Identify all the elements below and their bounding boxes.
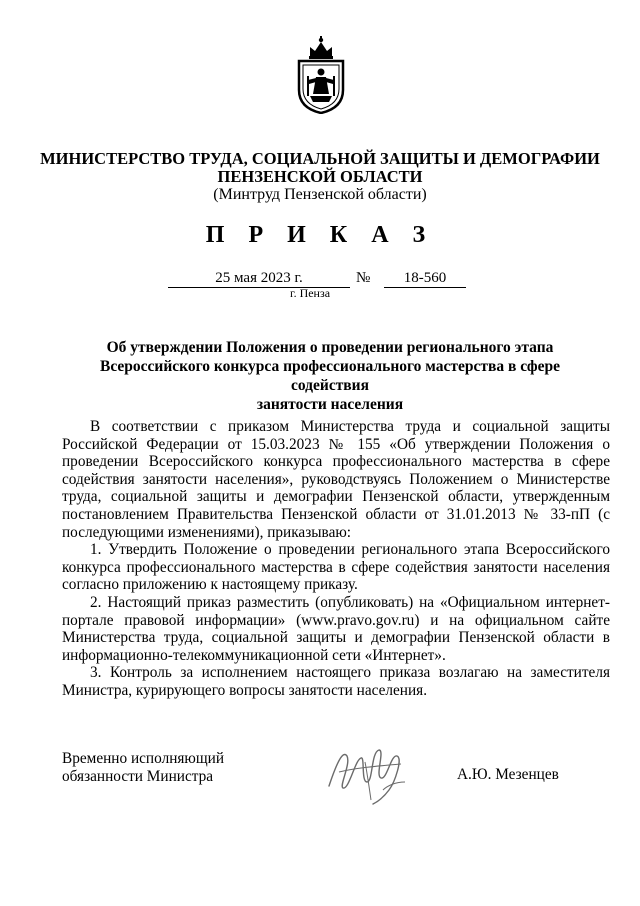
order-number: 18-560 <box>384 270 466 288</box>
signatory-position-line: обязанности Министра <box>62 767 214 785</box>
order-item-3: 3. Контроль за исполнением настоящего приказа возлагаю на заместителя Министра, курирующего вопросы занятости населения. <box>62 664 610 699</box>
order-item-1: 1. Утвердить Положение о проведении регионального этапа Всероссийского конкурса профессионального мастерства в сфере содействия занятости населения согласно приложению к настоящему приказу. <box>62 541 610 594</box>
ministry-short-name: (Минтруд Пензенской области) <box>213 186 427 203</box>
order-body <box>62 418 610 700</box>
order-date: 25 мая 2023 г. <box>168 270 350 288</box>
signatory-position <box>62 750 224 785</box>
signatory-position-line: Временно исполняющий <box>62 750 224 767</box>
handwritten-signature <box>325 742 415 808</box>
signatory-name: А.Ю. Мезенцев <box>457 766 559 783</box>
subject-line: занятости населения <box>256 396 404 413</box>
subject-line: Всероссийского конкурса профессионального мастерства в сфере содействия <box>99 358 560 394</box>
document-title: П Р И К А З <box>205 222 435 248</box>
order-item-2: 2. Настоящий приказ разместить (опубликовать) на «Официальном интернет-портале правовой информации» (www.pravo.gov.ru) и на официальном сайте Министерства труда, социальной защиты и демографии Пензенской области в информационно-телекоммуникационной сети «Интернет». <box>62 593 610 664</box>
ministry-name-line1: МИНИСТЕРСТВО ТРУДА, СОЦИАЛЬНОЙ ЗАЩИТЫ И ДЕМОГРАФИИ <box>40 149 600 168</box>
ministry-name-line2: ПЕНЗЕНСКОЙ ОБЛАСТИ <box>217 167 423 186</box>
preamble-paragraph: В соответствии с приказом Министерства труда и социальной защиты Российской Федерации от 15.03.2023 № 155 «Об утверждении Положения о проведении Всероссийского конкурса профессионального мастерства в сфере содействия занятости населения», руководствуясь Положением о Министерстве труда, социальной защиты и демографии Пензенской области, утвержденным постановлением Правительства Пензенской области от 31.01.2013 № 33-пП (с последующими изменениями), приказываю: <box>62 418 610 541</box>
order-number-sign: № <box>356 270 371 286</box>
subject-line: Об утверждении Положения о проведении регионального этапа <box>106 339 554 356</box>
coat-of-arms-icon <box>296 36 346 114</box>
order-city: г. Пенза <box>290 286 331 300</box>
order-subject <box>60 338 600 414</box>
